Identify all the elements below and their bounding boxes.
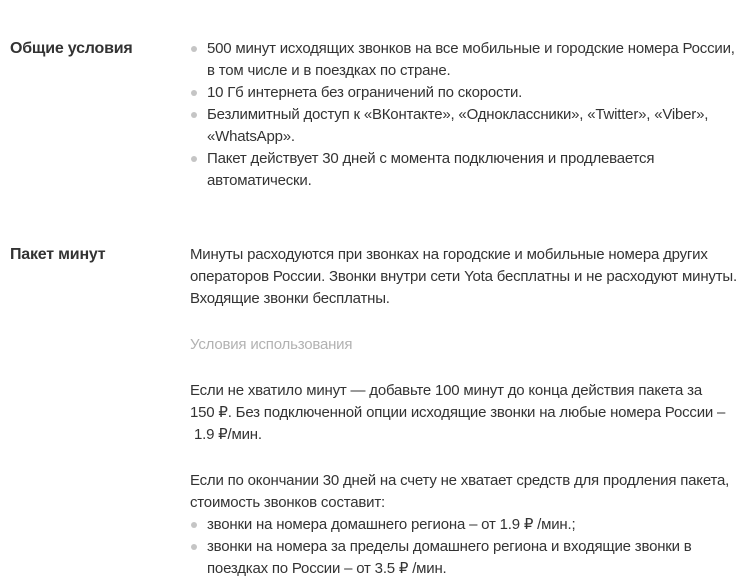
list-item: звонки на номера за пределы домашнего региона и входящие звонки в поездках по России – от 3.5 ₽ /мин. bbox=[190, 536, 739, 580]
section-content-general bbox=[190, 38, 739, 192]
list-item: Пакет действует 30 дней с момента подключения и продлевается автоматически. bbox=[190, 148, 739, 192]
list-item: звонки на номера домашнего региона – от 1.9 ₽ /мин.; bbox=[190, 514, 739, 536]
list-item: Безлимитный доступ к «ВКонтакте», «Одноклассники», «Twitter», «Viber», «WhatsApp». bbox=[190, 104, 739, 148]
section-label-general: Общие условия bbox=[10, 40, 133, 57]
section-general-conditions bbox=[10, 38, 739, 192]
section-content-minutes bbox=[190, 244, 739, 580]
section-minutes-package bbox=[10, 244, 739, 580]
renewal-intro-paragraph: Если по окончании 30 дней на счету не хватает средств для продления пакета, стоимость звонков составит: bbox=[190, 472, 730, 511]
minutes-intro-paragraph: Минуты расходуются при звонках на городские и мобильные номера других операторов России. Звонки внутри сети Yota бесплатны и не расходуют минуты. Входящие звонки бесплатны. bbox=[190, 246, 737, 307]
top-up-paragraph: Если не хватило минут — добавьте 100 минут до конца действия пакета за 150 ₽. Без подключенной опции исходящие звонки на любые номера России – 1.9 ₽/мин. bbox=[190, 382, 726, 443]
list-item: 500 минут исходящих звонков на все мобильные и городские номера России, в том числе и в поездках по стране. bbox=[190, 38, 739, 82]
section-label-minutes: Пакет минут bbox=[10, 246, 106, 263]
general-conditions-list bbox=[190, 38, 739, 192]
list-item: 10 Гб интернета без ограничений по скорости. bbox=[190, 82, 739, 104]
usage-terms-subheading: Условия использования bbox=[190, 336, 353, 353]
renewal-rates-list bbox=[190, 514, 739, 580]
